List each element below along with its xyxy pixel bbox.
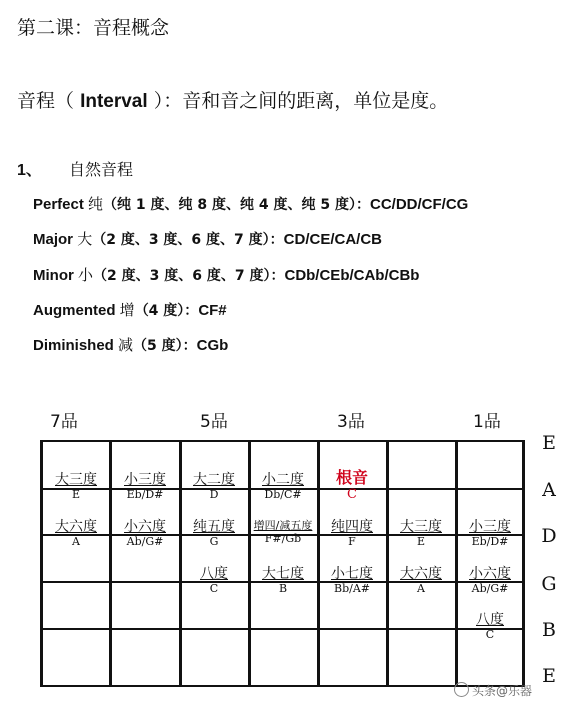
note-name: Eb/D# — [126, 488, 164, 501]
fretboard-diagram — [40, 440, 525, 687]
interval-label: 纯四度 — [331, 519, 373, 535]
root-note-cell — [317, 470, 387, 501]
type-en: Perfect — [33, 196, 84, 213]
note-cell — [110, 473, 180, 500]
interval-label: 小六度 — [469, 566, 511, 582]
note-name: F#/Gb — [264, 532, 302, 545]
note-name: G — [209, 535, 219, 548]
type-notes: CD/CE/CA/CB — [283, 231, 383, 248]
type-detail: （5 度）： — [133, 338, 197, 354]
note-name: A — [417, 582, 425, 595]
watermark-logo-icon — [454, 682, 469, 697]
interval-label: 大六度 — [400, 566, 442, 582]
string-line — [40, 685, 525, 687]
definition-english: Interval — [80, 91, 148, 112]
type-notes: CF# — [198, 302, 227, 319]
fret-line — [522, 440, 525, 687]
definition-suffix: ）：音和音之间的距离，单位是度。 — [153, 90, 449, 112]
note-cell — [248, 473, 318, 500]
fret-label-5: 5品 — [200, 412, 228, 432]
interval-type-minor — [33, 264, 419, 285]
interval-label: 大二度 — [193, 472, 235, 488]
fret-label-1: 1品 — [473, 412, 501, 432]
interval-label: 八度 — [476, 612, 504, 628]
interval-label: 大七度 — [262, 566, 304, 582]
interval-label: 大六度 — [55, 519, 97, 535]
note-name: F — [348, 535, 356, 548]
fret-line — [455, 440, 458, 687]
interval-label: 小三度 — [124, 472, 166, 488]
string-name: D — [541, 525, 557, 547]
interval-type-major — [33, 228, 382, 249]
type-en: Diminished — [33, 337, 114, 354]
interval-type-diminished — [33, 334, 228, 355]
interval-definition — [17, 86, 448, 113]
type-notes: CGb — [196, 337, 229, 354]
type-detail: （纯 1 度、纯 8 度、纯 4 度、纯 5 度）： — [103, 197, 371, 213]
interval-label: 小三度 — [469, 519, 511, 535]
interval-label: 纯五度 — [193, 519, 235, 535]
interval-label: 根音 — [335, 468, 368, 487]
interval-label: 小七度 — [331, 566, 373, 582]
string-name: A — [542, 479, 556, 501]
note-cell — [386, 520, 456, 547]
note-cell — [248, 567, 318, 594]
type-cn: 减 — [118, 336, 134, 354]
definition-prefix: 音程（ — [17, 90, 75, 112]
section-heading — [17, 157, 133, 180]
fret-label-3: 3品 — [337, 412, 365, 432]
note-cell — [179, 520, 249, 547]
string-line — [40, 628, 525, 630]
interval-label: 大三度 — [400, 519, 442, 535]
section-number: 1、 — [17, 162, 42, 179]
note-name: C — [209, 582, 219, 595]
type-notes: CC/DD/CF/CG — [370, 196, 469, 213]
lesson-title: 第二课：音程概念 — [17, 17, 170, 39]
note-name: Db/C# — [264, 488, 302, 501]
type-cn: 纯 — [88, 195, 104, 213]
note-cell — [41, 473, 111, 500]
note-name: D — [209, 488, 219, 501]
note-name: Ab/G# — [126, 535, 164, 548]
note-name: E — [71, 488, 81, 501]
note-name: Eb/D# — [471, 535, 509, 548]
type-en: Augmented — [33, 302, 116, 319]
type-detail: （2 度、3 度、6 度、7 度）： — [93, 268, 285, 284]
note-cell — [179, 473, 249, 500]
type-en: Minor — [33, 267, 74, 284]
note-cell — [41, 520, 111, 547]
type-en: Major — [33, 231, 74, 248]
note-cell — [110, 520, 180, 547]
watermark-text: 头条@乐器 — [472, 684, 533, 698]
string-name: G — [541, 573, 557, 595]
watermark — [454, 682, 532, 699]
interval-label: 八度 — [200, 566, 228, 582]
note-name: Bb/A# — [334, 582, 370, 595]
note-name: B — [278, 582, 288, 595]
string-name: E — [542, 432, 556, 454]
note-name: C — [347, 487, 357, 502]
note-cell — [179, 567, 249, 594]
note-cell — [455, 567, 525, 594]
interval-label: 小二度 — [262, 472, 304, 488]
note-name: C — [485, 628, 495, 641]
type-notes: CDb/CEb/CAb/CBb — [284, 267, 420, 284]
note-cell — [248, 520, 318, 544]
interval-label: 增四/减五度 — [253, 519, 313, 532]
note-name: Ab/G# — [471, 582, 509, 595]
interval-label: 小六度 — [124, 519, 166, 535]
note-cell — [455, 520, 525, 547]
type-cn: 小 — [78, 266, 94, 284]
type-cn: 增 — [119, 301, 135, 319]
string-name: B — [542, 619, 556, 641]
note-cell — [455, 613, 525, 640]
type-detail: （2 度、3 度、6 度、7 度）： — [92, 232, 284, 248]
interval-type-augmented — [33, 299, 227, 320]
note-cell — [317, 520, 387, 547]
string-line — [40, 440, 525, 442]
type-cn: 大 — [77, 230, 93, 248]
type-detail: （4 度）： — [134, 303, 199, 319]
interval-label: 大三度 — [55, 472, 97, 488]
interval-type-perfect — [33, 193, 468, 214]
note-cell — [317, 567, 387, 594]
section-title: 自然音程 — [69, 160, 134, 179]
note-name: E — [416, 535, 426, 548]
string-name: E — [542, 665, 556, 687]
note-name: A — [72, 535, 80, 548]
note-cell — [386, 567, 456, 594]
fret-label-7: 7品 — [50, 412, 78, 432]
